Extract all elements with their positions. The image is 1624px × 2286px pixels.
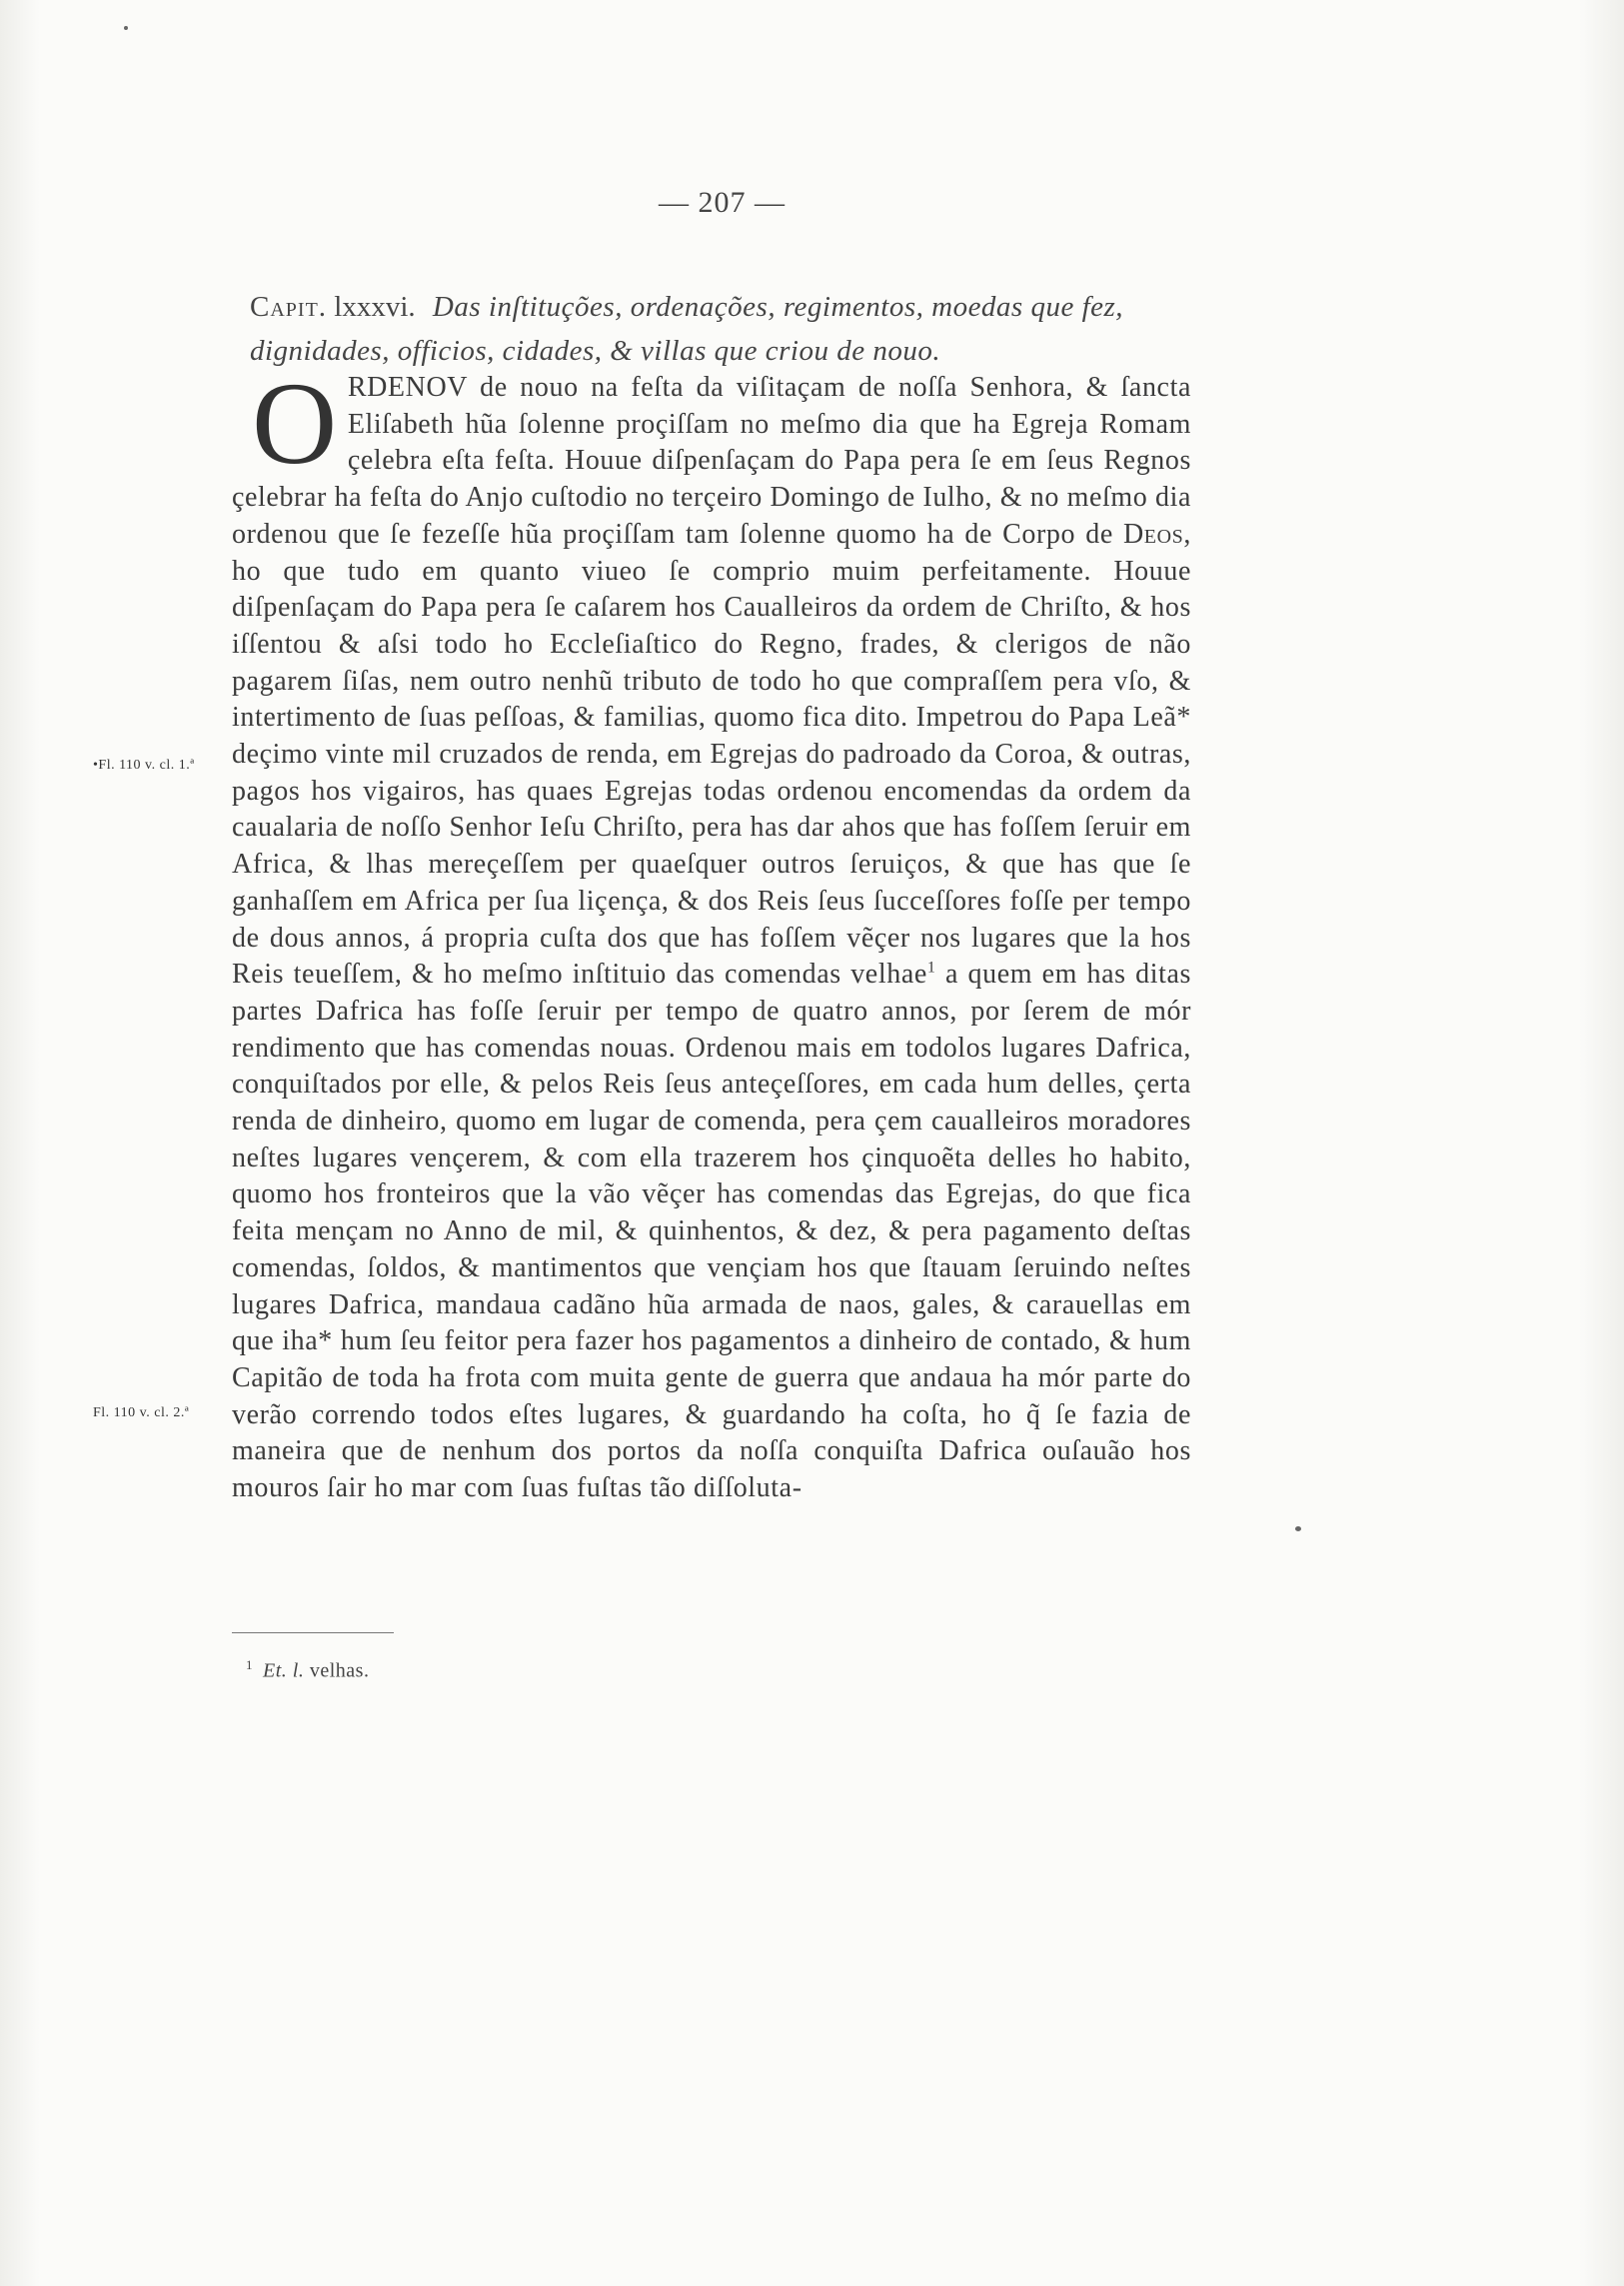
- paper-speck: [1295, 1526, 1301, 1531]
- footnote: [246, 1657, 369, 1683]
- body-smallcaps-word: Deos: [1122, 518, 1184, 550]
- footnote-text: velhas.: [309, 1659, 370, 1682]
- margin-note-folio-1: •Fl. 110 v. cl. 1.ª: [93, 758, 195, 773]
- page-number: — 207 —: [659, 186, 786, 219]
- margin-note-folio-2: Fl. 110 v. cl. 2.ª: [93, 1405, 190, 1420]
- chapter-number: lxxxvi.: [334, 291, 416, 323]
- footnote-abbreviation: Et. l.: [263, 1659, 305, 1682]
- drop-cap: O: [252, 358, 338, 489]
- footnote-divider: [232, 1632, 394, 1633]
- paper-speck: [124, 26, 128, 30]
- body-text-part-2: , ho que tudo em quanto viueo ſe comprio muim perfeitamente. Houue diſpenſaçam do Papa pera ſe caſarem hos Caualleiros da ordem de Chriſto, & hos iſſentou & aſsi todo ho Eccleſiaſtico do Regno, frades, & clerigos de não pagarem ſiſas, nem outro nenhũ tributo de todo ho que compraſſem pera vſo, & intertimento de ſuas peſſoas, & familias, quomo fica dito. Impetrou do Papa Leã* deçimo vinte mil cruzados de renda, em Egrejas do padroado da Coroa, & outras, pagos hos vigairos, has quaes Egrejas todas ordenou encomendas da ordem da caualaria de noſſo Senhor Ieſu Chriſto, pera has dar ahos que has foſſem ſeruir em Africa, & lhas mereçeſſem per quaeſquer outros ſeruiços, & que has que ſe ganhaſſem em Africa per ſua liçença, & dos Reis ſeus ſucceſſores foſſe per tempo de dous annos, á propria cuſta dos que has foſſem vẽçer nos lugares que la hos Reis teueſſem, & ho meſmo inſtituio das comendas velhae: [232, 518, 1191, 991]
- footnote-marker: 1: [246, 1657, 253, 1672]
- chapter-title: Das inſtituções, ordenações, regimentos, moedas que fez, dignidades, officios, cidades, & villas que criou de nouo.: [250, 291, 1124, 367]
- body-text: [232, 358, 1191, 1507]
- body-text-part-3: a quem em has ditas partes Dafrica has foſſe ſeruir per tempo de quatro annos, por ſerem de mór rendimento que has comendas nouas. Ordenou mais em todolos lugares Dafrica, conquiſtados por elle, & pelos Reis ſeus anteçeſſores, em cada hum delles, çerta renda de dinheiro, quomo em lugar de comenda, pera çem caualleiros moradores neſtes lugares vençerem, & com ella trazerem hos çinquoẽta delles ho habito, quomo hos fronteiros que la vão vẽçer has comendas das Egrejas, do que fica feita mençam no Anno de mil, & quinhentos, & dez, & pera pagamento deſtas comendas, ſoldos, & mantimentos que vençiam hos que ſtauam ſeruindo neſtes lugares Dafrica, mandaua cadãno hũa armada de naos, gales, & carauellas em que iha* hum ſeu feitor pera fazer hos pagamentos a dinheiro de contado, & hum Capitão de toda ha frota com muita gente de guerra que andaua ha mór parte do verão correndo todos eſtes lugares, & guardando ha coſta, ho q̃ ſe fazia de maneira que de nenhum dos portos da noſſa conquiſta Dafrica ouſauão hos mouros ſair ho mar com ſuas fuſtas tão diſſoluta-: [232, 959, 1191, 1504]
- chapter-label: Capit.: [250, 291, 328, 323]
- chapter-heading: [250, 285, 1219, 373]
- footnote-reference: 1: [926, 959, 936, 977]
- body-text-part-1: RDENOV de nouo na feſta da viſitaçam de noſſa Senhora, & ſancta Eliſabeth hũa ſolenne proçiſſam no meſmo dia que ha Egreja Romam çelebra eſta feſta. Houue diſpenſaçam do Papa pera ſe em ſeus Regnos çelebrar ha feſta do Anjo cuſtodio no terçeiro Domingo de Iulho, & no meſmo dia ordenou que ſe fezeſſe hũa proçiſſam tam ſolenne quomo ha de Corpo de: [232, 372, 1191, 550]
